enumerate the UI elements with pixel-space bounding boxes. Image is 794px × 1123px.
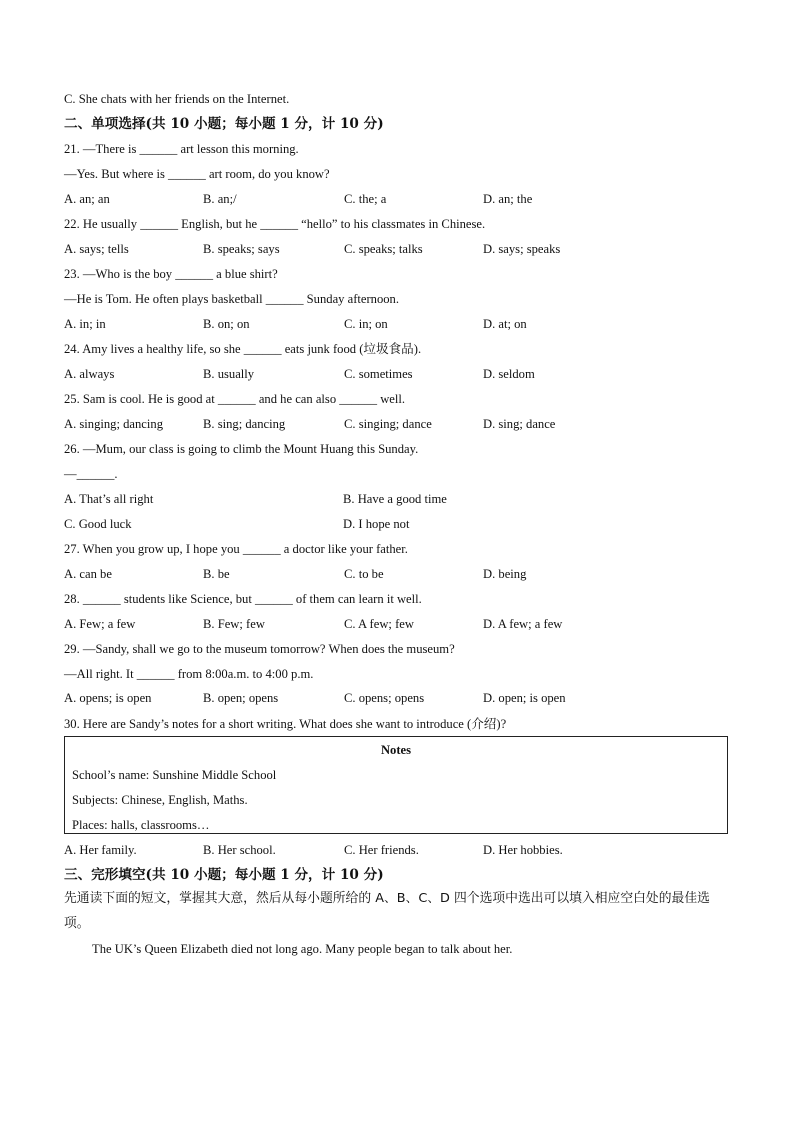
q26-option-a: A. That’s all right [64, 492, 154, 506]
q22-option-c: C. speaks; talks [344, 242, 423, 256]
notes-school-name: School’s name: Sunshine Middle School [72, 768, 277, 782]
section2-heading: 二、单项选择(共 10 小题；每小题 1 分，计 10 分) [64, 116, 384, 132]
q26-option-d: D. I hope not [343, 517, 410, 531]
q28-option-a: A. Few; a few [64, 617, 136, 631]
q28-option-b: B. Few; few [203, 617, 265, 631]
q30-option-c: C. Her friends. [344, 843, 419, 857]
q23-option-a: A. in; in [64, 317, 106, 331]
q26-option-c: C. Good luck [64, 517, 132, 531]
q23-stem-2: —He is Tom. He often plays basketball ______ Sunday afternoon. [64, 292, 400, 306]
q25-options [64, 416, 744, 432]
q21-option-d: D. an; the [483, 192, 533, 206]
q30-option-b: B. Her school. [203, 843, 276, 857]
q30-option-a: A. Her family. [64, 843, 137, 857]
q27-options [64, 566, 744, 582]
q29-option-a: A. opens; is open [64, 691, 152, 705]
passage-first-line: The UK’s Queen Elizabeth died not long ago. Many people began to talk about her. [92, 942, 513, 956]
q23-option-c: C. in; on [344, 317, 388, 331]
q21-options [64, 191, 744, 207]
q29-options [64, 690, 744, 706]
q22-option-d: D. says; speaks [483, 242, 561, 256]
q24-options [64, 366, 744, 382]
q30-option-d: D. Her hobbies. [483, 843, 563, 857]
q27-option-c: C. to be [344, 567, 384, 581]
q21-stem-2: —Yes. But where is ______ art room, do you know? [64, 167, 330, 181]
q20-option-c: C. She chats with her friends on the Internet. [64, 92, 290, 106]
q30-stem: 30. Here are Sandy’s notes for a short writing. What does she want to introduce (介绍)? [64, 717, 507, 731]
q23-options [64, 316, 744, 332]
q30-options [64, 842, 744, 858]
q24-option-c: C. sometimes [344, 367, 413, 381]
q21-option-b: B. an;/ [203, 192, 237, 206]
notes-box [64, 736, 728, 834]
q27-stem: 27. When you grow up, I hope you ______ a doctor like your father. [64, 542, 408, 556]
q21-stem-1: 21. —There is ______ art lesson this morning. [64, 142, 299, 156]
q22-option-a: A. says; tells [64, 242, 129, 256]
q29-option-b: B. open; opens [203, 691, 279, 705]
q29-option-d: D. open; is open [483, 691, 566, 705]
q22-stem: 22. He usually ______ English, but he ______ “hello” to his classmates in Chinese. [64, 217, 486, 231]
q24-option-d: D. seldom [483, 367, 535, 381]
q25-option-c: C. singing; dance [344, 417, 432, 431]
q26-options-row2 [64, 516, 744, 532]
q21-option-a: A. an; an [64, 192, 110, 206]
q29-stem-1: 29. —Sandy, shall we go to the museum tomorrow? When does the museum? [64, 642, 455, 656]
section3-instructions: 先通读下面的短文，掌握其大意，然后从每小题所给的 A、B、C、D 四个选项中选出可以填入相应空白处的最佳选项。 [64, 891, 710, 931]
q26-stem-1: 26. —Mum, our class is going to climb the Mount Huang this Sunday. [64, 442, 419, 456]
q26-options-row1 [64, 491, 744, 507]
notes-places: Places: halls, classrooms… [72, 818, 210, 832]
q22-option-b: B. speaks; says [203, 242, 280, 256]
q28-stem: 28. ______ students like Science, but ______ of them can learn it well. [64, 592, 422, 606]
notes-title: Notes [380, 743, 412, 757]
q23-option-d: D. at; on [483, 317, 527, 331]
q29-stem-2: —All right. It ______ from 8:00a.m. to 4:00 p.m. [64, 667, 314, 681]
q21-option-c: C. the; a [344, 192, 387, 206]
q25-option-a: A. singing; dancing [64, 417, 163, 431]
q25-option-d: D. sing; dance [483, 417, 556, 431]
q27-option-b: B. be [203, 567, 230, 581]
q28-option-d: D. A few; a few [483, 617, 563, 631]
q25-stem: 25. Sam is cool. He is good at ______ and he can also ______ well. [64, 392, 406, 406]
q27-option-a: A. can be [64, 567, 112, 581]
section3-heading: 三、完形填空(共 10 小题；每小题 1 分，计 10 分) [64, 867, 384, 883]
q26-option-b: B. Have a good time [343, 492, 447, 506]
notes-subjects: Subjects: Chinese, English, Maths. [72, 793, 248, 807]
q28-options [64, 616, 744, 632]
q27-option-d: D. being [483, 567, 527, 581]
q26-stem-2: —______. [64, 467, 118, 481]
q22-options [64, 241, 744, 257]
q25-option-b: B. sing; dancing [203, 417, 286, 431]
q23-option-b: B. on; on [203, 317, 250, 331]
q23-stem-1: 23. —Who is the boy ______ a blue shirt? [64, 267, 278, 281]
q24-stem: 24. Amy lives a healthy life, so she ______ eats junk food (垃圾食品). [64, 342, 422, 356]
q24-option-b: B. usually [203, 367, 255, 381]
q29-option-c: C. opens; opens [344, 691, 425, 705]
q24-option-a: A. always [64, 367, 115, 381]
q28-option-c: C. A few; few [344, 617, 414, 631]
